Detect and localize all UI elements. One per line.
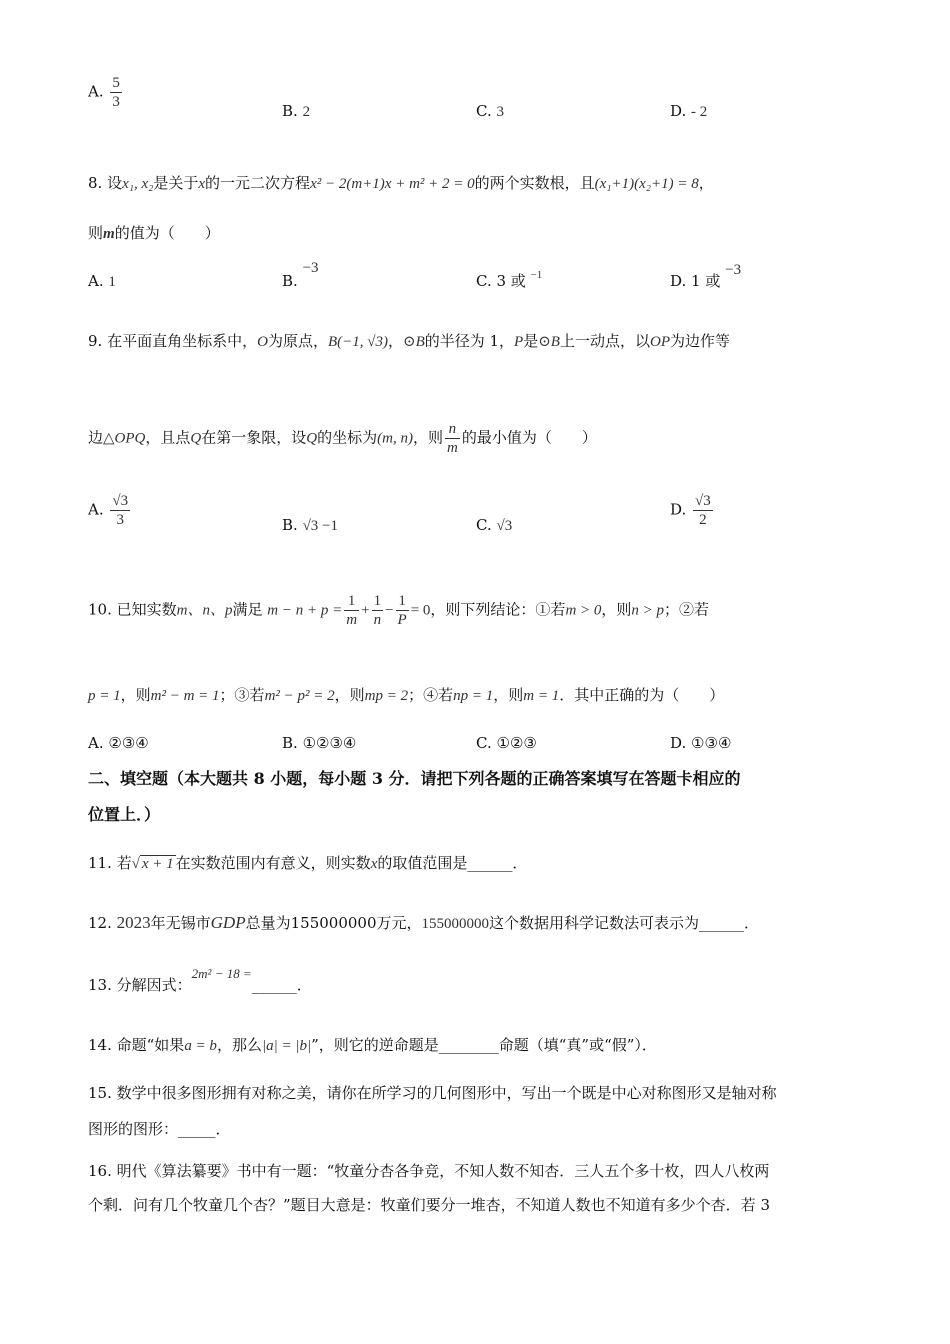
option-value: −3 [725,262,742,278]
fraction [344,592,359,629]
option-label: C. [476,734,492,752]
stem-text: ．其中正确的为（ ） [559,686,725,704]
stem-text: 的值为（ ） [114,224,220,242]
q8-option-c [476,270,542,294]
option-label: B. [282,516,298,534]
stem-text: ，则 [601,600,632,619]
question-number: 15. [88,1084,112,1102]
math-condition: mp = 2 [364,688,409,704]
q8-stem-line1 [88,172,868,195]
question-number: 8. [88,174,103,192]
fraction [693,492,713,529]
stem-text: 已知实数 [116,600,177,619]
option-label: D. [670,500,687,519]
denominator: P [397,612,407,628]
math-variable: Q [190,430,202,447]
q16-line2: 个剩．问有几个牧童几个杏？”题目大意是：牧童们要分一堆杏，不知道人数也不知道有多少个杏．若 3 [88,1196,770,1214]
stem-text: 的坐标为 [317,428,378,447]
stem-text: 满足 [232,600,263,619]
math-condition: m² − m = 1 [150,688,220,704]
q10-option-a [88,732,149,754]
math-equation: x² − 2(m+1)x + m² + 2 = 0 [310,176,475,192]
q9-stem-line2 [88,420,868,457]
fraction [445,420,460,457]
section-heading-line2: 位置上．） [88,805,161,824]
option-label: C. [476,516,492,534]
q14 [88,1034,868,1057]
option-label: D. [670,734,687,752]
stem-text: 的两个实数根，且 [474,174,595,192]
stem-text: 边 [88,428,104,447]
operator: − [385,602,394,619]
q16-line1 [88,1160,868,1182]
fraction [372,592,384,629]
denominator: n [373,612,382,628]
stem-text: 的一元二次方程 [205,174,311,192]
q7-option-d [670,100,707,123]
stem-text: ，且点 [145,428,191,447]
math-abbrev: GDP [210,913,246,932]
option-value: √3 [496,518,513,534]
stem-text: 命题“如果 [116,1036,185,1054]
math-expression: m − n + p = [267,602,343,619]
q8-option-b [282,260,319,293]
option-text: 3 或 [496,272,526,290]
option-label: C. [476,102,492,120]
option-value: ①②③ [496,734,537,752]
numerator: 5 [112,75,120,91]
stem-text: 的半径为 1， [424,332,515,350]
question-number: 13. [88,976,112,994]
option-label: B. [282,272,298,290]
stem-text: ，则 [493,686,524,704]
stem-text: 在第一象限，设 [201,428,307,447]
stem-text: 数学中很多图形拥有对称之美，请你在所学习的几何图形中，写出一个既是中心对称图形又是轴对称 [116,1084,777,1102]
numerator: 1 [373,593,382,609]
q9-stem-line1 [88,330,868,353]
q15-line1 [88,1082,868,1104]
fraction [110,492,130,529]
math-circle: ⊙B [403,334,425,350]
math-condition: p = 1 [88,688,121,704]
numerator: √3 [695,493,711,509]
stem-text: 为原点， [267,332,328,350]
math-variable: m [103,226,115,242]
stem-text: 是关于 [153,174,199,192]
stem-text: 这个数据用科学记数法可表示为 [489,914,700,932]
stem-text: ；②若 [664,600,710,619]
math-condition: n > p [631,602,665,619]
numerator: √3 [112,493,129,509]
math-condition: m² − p² = 2 [264,688,335,704]
option-value: √3 −1 [302,518,339,534]
denominator: 3 [112,94,120,110]
year-value: 2023 [116,913,151,932]
option-value: ①②③④ [302,734,357,752]
q10-stem-line2 [88,684,868,707]
math-condition: m > 0 [565,602,602,619]
number-value: 155000000 [421,916,490,932]
stem-text: 上一动点，以 [559,332,650,350]
q9-option-c [476,514,512,537]
stem-text: 是 [523,332,539,350]
math-variable: P [514,334,524,350]
option-label: A. [88,500,104,519]
option-label: A. [88,734,104,752]
q7-option-a [88,74,124,111]
fraction [110,74,122,111]
answer-blank[interactable]: ______ [467,854,513,872]
question-number: 16. [88,1162,112,1180]
option-label: A. [88,82,104,101]
q7-option-b [282,100,310,123]
math-condition: (x₁+1)(x₂+1) = 8 [594,176,699,192]
q9-option-d [670,492,715,529]
stem-text: ，则下列结论：①若 [430,600,566,619]
math-expression: x₁, x₂ [122,176,154,192]
stem-text: ． [744,914,760,932]
option-value: ①③④ [691,734,732,752]
q9-option-a [88,492,132,529]
stem-text: 为边作等 [669,332,730,350]
stem-text: 的取值范围是 [377,854,468,872]
answer-blank[interactable]: ________ [438,1036,499,1054]
stem-text: 设 [107,174,123,192]
stem-text: ，则 [334,686,365,704]
stem-text: ， [698,174,714,192]
fraction [396,592,409,629]
q8-option-d [670,262,742,293]
stem-text: ；③若 [219,686,265,704]
q12 [88,912,868,935]
stem-text: ；④若 [408,686,454,704]
stem-text: ，则 [412,428,443,447]
question-number: 9. [88,332,103,350]
denominator: 3 [110,510,130,529]
math-expression: = 0 [410,602,431,619]
math-segment: OP [649,334,670,350]
stem-text: 年无锡市 [150,914,211,932]
q10-option-d [670,732,731,754]
option-label: C. [476,272,492,290]
stem-text: ，则 [120,686,151,704]
stem-text: 则 [88,224,104,242]
math-condition: m = 1 [523,688,560,704]
question-number: 10. [88,600,112,619]
option-label: A. [88,272,104,290]
math-condition: np = 1 [453,688,494,704]
stem-text: 命题（填“真”或“假”）． [498,1036,657,1054]
option-value: 1 [108,274,116,290]
numerator: 1 [347,593,356,609]
q10-option-c [476,732,537,754]
stem-text: 明代《算法纂要》书中有一题：“牧童分杏各争竞，不知人数不知杏．三人五个多十枚，四人八枚两 [116,1162,770,1180]
math-point: B(−1, √3) [327,334,388,350]
stem-text: 在实数范围内有意义，则实数 [175,854,371,872]
stem-text: ”，则它的逆命题是 [311,1036,439,1054]
option-label: D. [670,102,687,120]
math-condition: a = b [184,1038,217,1054]
q8-option-a [88,270,116,293]
question-number: 11. [88,854,112,872]
option-value: ②③④ [108,734,149,752]
stem-text: ． [215,1120,231,1138]
math-coordinates: (m, n) [377,430,413,447]
q10-stem-line1 [88,592,868,629]
q11 [88,852,868,875]
numerator: n [448,421,457,437]
option-value: −1 [530,269,543,281]
numerator: 1 [398,593,406,609]
stem-text: 分解因式： [116,976,192,994]
stem-text: ． [512,854,528,872]
denominator: m [346,612,358,628]
stem-text: 在平面直角坐标系中， [107,332,258,350]
q15-line2 [88,1118,868,1140]
stem-text: 若 [116,854,132,872]
math-variable: O [257,334,268,350]
math-variables: m、n、p [176,602,233,619]
math-variable: x [198,176,206,192]
q10-option-b [282,732,356,754]
q9-option-b [282,514,338,537]
math-circle: ⊙B [538,334,560,350]
math-variable: Q [306,430,318,447]
math-variable: x [370,856,378,872]
option-value: −3 [302,260,319,276]
stem-text: ，那么 [216,1036,262,1054]
section-heading-line1: 二、填空题（本大题共 8 小题，每小题 3 分．请把下列各题的正确答案填写在答题卡相应的 [88,769,741,788]
sqrt-symbol: √ [131,856,140,872]
stem-text: 总量为155000000万元， [245,914,422,932]
stem-text: 图形的图形： [88,1120,179,1138]
math-condition: |a| = |b| [261,1038,312,1054]
answer-blank[interactable]: ______ [699,914,745,932]
answer-blank[interactable]: ______ [251,976,297,994]
stem-text: ， [387,332,403,350]
option-value: - 2 [691,104,708,120]
stem-text: ． [296,976,312,994]
option-label: B. [282,734,298,752]
denominator: 2 [693,510,713,529]
option-value: 3 [496,104,504,120]
q8-stem-line2 [88,222,868,245]
denominator: m [446,440,458,456]
answer-blank[interactable]: _____ [178,1120,216,1138]
q13 [88,966,868,997]
question-number: 12. [88,914,112,932]
operator: + [361,602,370,619]
math-expression: x + 1 [141,856,174,872]
option-label: B. [282,102,298,120]
question-number: 14. [88,1036,112,1054]
option-value: 2 [302,104,311,120]
q7-option-c [476,100,504,123]
option-text: 1 或 [691,272,721,290]
math-triangle: △OPQ [103,430,146,447]
math-expression: 2m² − 18 = [191,966,252,981]
stem-text: 的最小值为（ ） [461,428,597,447]
option-label: D. [670,272,687,290]
